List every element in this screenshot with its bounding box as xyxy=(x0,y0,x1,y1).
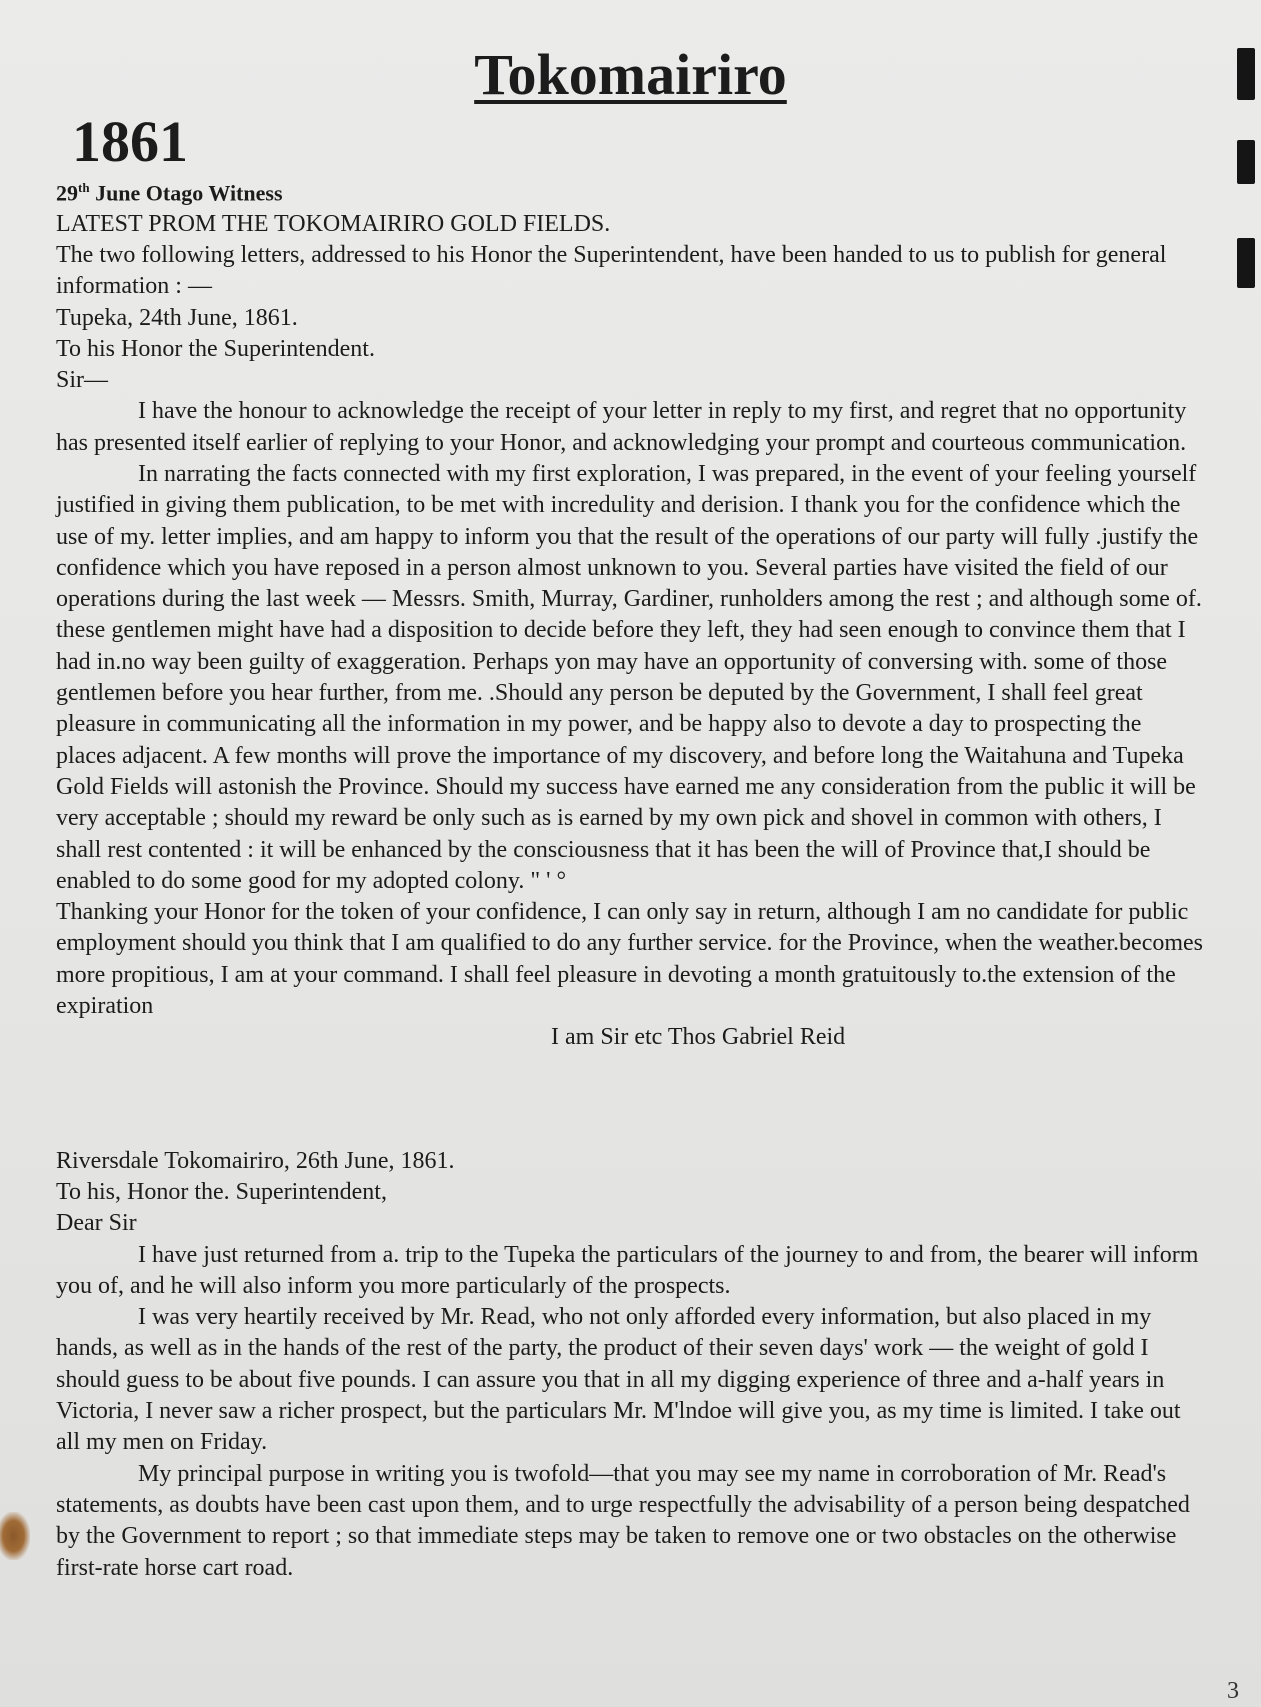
binding-hole xyxy=(1237,140,1255,184)
page-title: Tokomairiro xyxy=(474,42,787,107)
letter1-closing-paragraph: Thanking your Honor for the token of your confidence, I can only say in return, although I am no candidate for public employment should you think that I am qualified to do any further service. for the Province, when the weather.becomes more propitious, I am at your command. I shall feel pleasure in devoting a month gratuitously to.the extension of the expiration xyxy=(56,899,1204,1020)
letter1-paragraph: In narrating the facts connected with my first exploration, I was prepared, in the event of your feeling yourself justified in giving them publication, to be met with incredulity and derision. I thank you for the confidence which the use of my. letter implies, and am happy to inform you that the result of the operations of our party will fully .justify the confidence which you have reposed in a person almost unknown to you. Several parties have visited the field of our operations during the last week — Messrs. Smith, Murray, Gardiner, runholders among the rest ; and although some of. these gentlemen might have had a disposition to decide before they left, they had seen enough to convince them that I had in.no way been guilty of exaggeration. Perhaps yon may have an opportunity of conversing with. some of those gentlemen before you hear further, from me. .Should any person be deputed by the Government, I shall feel great pleasure in communicating all the information in my power, and be happy also to devote a day to prospecting the places adjacent. A few months will prove the importance of my discovery, and before long the Waitahuna and Tupeka Gold Fields will astonish the Province. Should my success have earned me any consideration from the public it will be very acceptable ; should my reward be only such as is earned by my own pick and shovel in common with others, I shall rest contented : it will be enhanced by the consciousness that it has been the will of Province that,I should be enabled to do some good for my adopted colony. " ' ° xyxy=(56,461,1202,894)
letter2-paragraph: I was very heartily received by Mr. Read, who not only afforded every information, but also placed in my hands, as well as in the hands of the rest of the party, the product of their seven days' work — the weight of gold I should guess to be about five pounds. I can assure you that in all my digging experience of three and a-half years in Victoria, I never saw a richer prospect, but the particulars Mr. M'lndoe will give you, as my time is limited. I take out all my men on Friday. xyxy=(56,1304,1181,1456)
year-heading: 1861 xyxy=(72,109,188,174)
letter2-salutation: Dear Sir xyxy=(56,1210,137,1237)
letter2-recipient: To his, Honor the. Superintendent, xyxy=(56,1178,387,1205)
source-line: 29th June Otago Witness xyxy=(56,180,283,206)
letter1-salutation: Sir— xyxy=(56,367,109,394)
intro-paragraph: The two following letters, addressed to his Honor the Superintendent, have been handed to us to publish for general information : — xyxy=(56,241,1167,300)
binding-hole xyxy=(1237,238,1255,288)
letter1-place-date: Tupeka, 24th June, 1861. xyxy=(56,304,298,331)
paper-stain xyxy=(0,1512,30,1560)
letter2-paragraph: I have just returned from a. trip to the Tupeka the particulars of the journey to and from, the bearer will inform you of, and he will also inform you more particularly of the prospects. xyxy=(56,1241,1199,1299)
letter1-paragraph: I have the honour to acknowledge the receipt of your letter in reply to my first, and regret that no opportunity has presented itself earlier of replying to your Honor, and acknowledging your prompt and courteous communication. xyxy=(56,398,1187,456)
letter1-recipient: To his Honor the Superintendent. xyxy=(56,335,375,362)
letter2-place-date: Riversdale Tokomairiro, 26th June, 1861. xyxy=(56,1147,455,1174)
letter-separator xyxy=(56,1054,1206,1146)
letter1-signature: I am Sir etc Thos Gabriel Reid xyxy=(551,1024,846,1051)
page-number: 3 xyxy=(1227,1678,1239,1704)
letter2-paragraph: My principal purpose in writing you is twofold—that you may see my name in corroboration of Mr. Read's statements, as doubts have been cast upon them, and to urge respectfully the advisability of a person being despatched by the Government to report ; so that immediate steps may be taken to remove one or two obstacles on the otherwise first-rate horse cart road. xyxy=(56,1460,1190,1581)
article-body xyxy=(56,172,1206,1584)
headline: LATEST PROM THE TOKOMAIRIRO GOLD FIELDS. xyxy=(56,210,611,237)
